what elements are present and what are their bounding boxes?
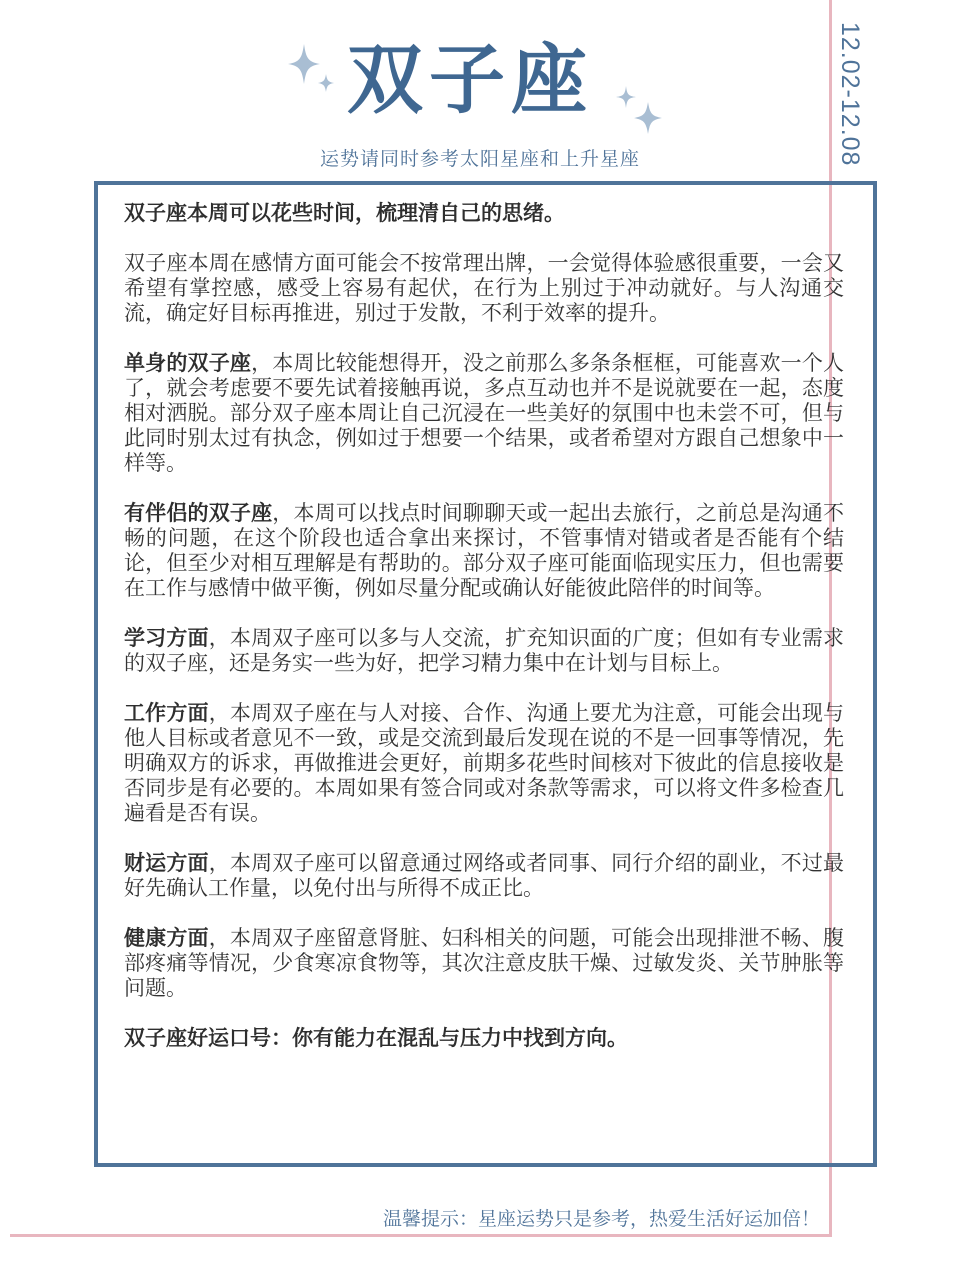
study-text: ，本周双子座可以多与人交流，扩充知识面的广度；但如有专业需求的双子座，还是务实一些为好，把学习精力集中在计划与目标上。 xyxy=(124,626,845,675)
single-text: ，本周比较能想得开，没之前那么多条条框框，可能喜欢一个人了，就会考虑要不要先试着接触再说，多点互动也并不是说就要在一起，态度相对洒脱。部分双子座本周让自己沉浸在一些美好的氛围中也未尝不可，但与此同时别太过有执念，例如过于想要一个结果，或者希望对方跟自己想象中一样等。 xyxy=(124,351,845,475)
partner-label: 有伴侣的双子座 xyxy=(124,501,273,525)
love-paragraph: 双子座本周在感情方面可能会不按常理出牌，一会觉得体验感很重要，一会又希望有掌控感，感受上容易有起伏，在行为上别过于冲动就好。与人沟通交流，确定好目标再推进，别过于发散，不利于效率的提升。 xyxy=(124,251,844,325)
page-title: 双子座 xyxy=(347,35,593,124)
subtitle: 运势请同时参考太阳星座和上升星座 xyxy=(319,148,640,170)
wealth-label: 财运方面 xyxy=(124,851,209,875)
work-text: ，本周双子座在与人对接、合作、沟通上要尤为注意，可能会出现与他人目标或者意见不一致，或是交流到最后发现在说的不是一回事等情况，先明确双方的诉求，再做推进会更好，前期多花些时间核对下彼此的信息接收是否同步是有必要的。本周如果有签合同或对条款等需求，可以将文件多检查几遍看是否有误。 xyxy=(124,701,845,825)
wealth-paragraph xyxy=(124,851,844,901)
work-paragraph xyxy=(124,701,844,826)
sparkle-icon xyxy=(612,82,666,138)
single-paragraph xyxy=(124,351,844,476)
work-label: 工作方面 xyxy=(124,701,209,725)
slogan-text: 双子座好运口号：你有能力在混乱与压力中找到方向。 xyxy=(124,1026,628,1050)
pink-horizontal-line xyxy=(10,1234,832,1237)
health-paragraph xyxy=(124,926,844,1001)
footer-tip: 温馨提示：星座运势只是参考，热爱生活好运加倍！ xyxy=(382,1208,820,1230)
intro-text: 双子座本周可以花些时间，梳理清自己的思绪。 xyxy=(124,201,565,225)
intro-paragraph xyxy=(124,201,844,226)
wealth-text: ，本周双子座可以留意通过网络或者同事、同行介绍的副业，不过最好先确认工作量，以免付出与所得不成正比。 xyxy=(124,851,845,900)
single-label: 单身的双子座 xyxy=(124,351,252,375)
health-label: 健康方面 xyxy=(124,926,209,950)
slogan-paragraph xyxy=(124,1026,844,1051)
date-range: 12.02-12.08 xyxy=(836,22,864,167)
content-box xyxy=(94,181,877,1167)
health-text: ，本周双子座留意肾脏、妇科相关的问题，可能会出现排泄不畅、腹部疼痛等情况，少食寒凉食物等，其次注意皮肤干燥、过敏发炎、关节肿胀等问题。 xyxy=(124,926,845,1000)
study-label: 学习方面 xyxy=(124,626,209,650)
study-paragraph xyxy=(124,626,844,676)
partner-paragraph xyxy=(124,501,844,601)
content-body xyxy=(124,201,844,1076)
partner-text: ，本周可以找点时间聊聊天或一起出去旅行，之前总是沟通不畅的问题，在这个阶段也适合拿出来探讨，不管事情对错或者是否能有个结论，但至少对相互理解是有帮助的。部分双子座可能面临现实压力，但也需要在工作与感情中做平衡，例如尽量分配或确认好能彼此陪伴的时间等。 xyxy=(124,501,845,600)
